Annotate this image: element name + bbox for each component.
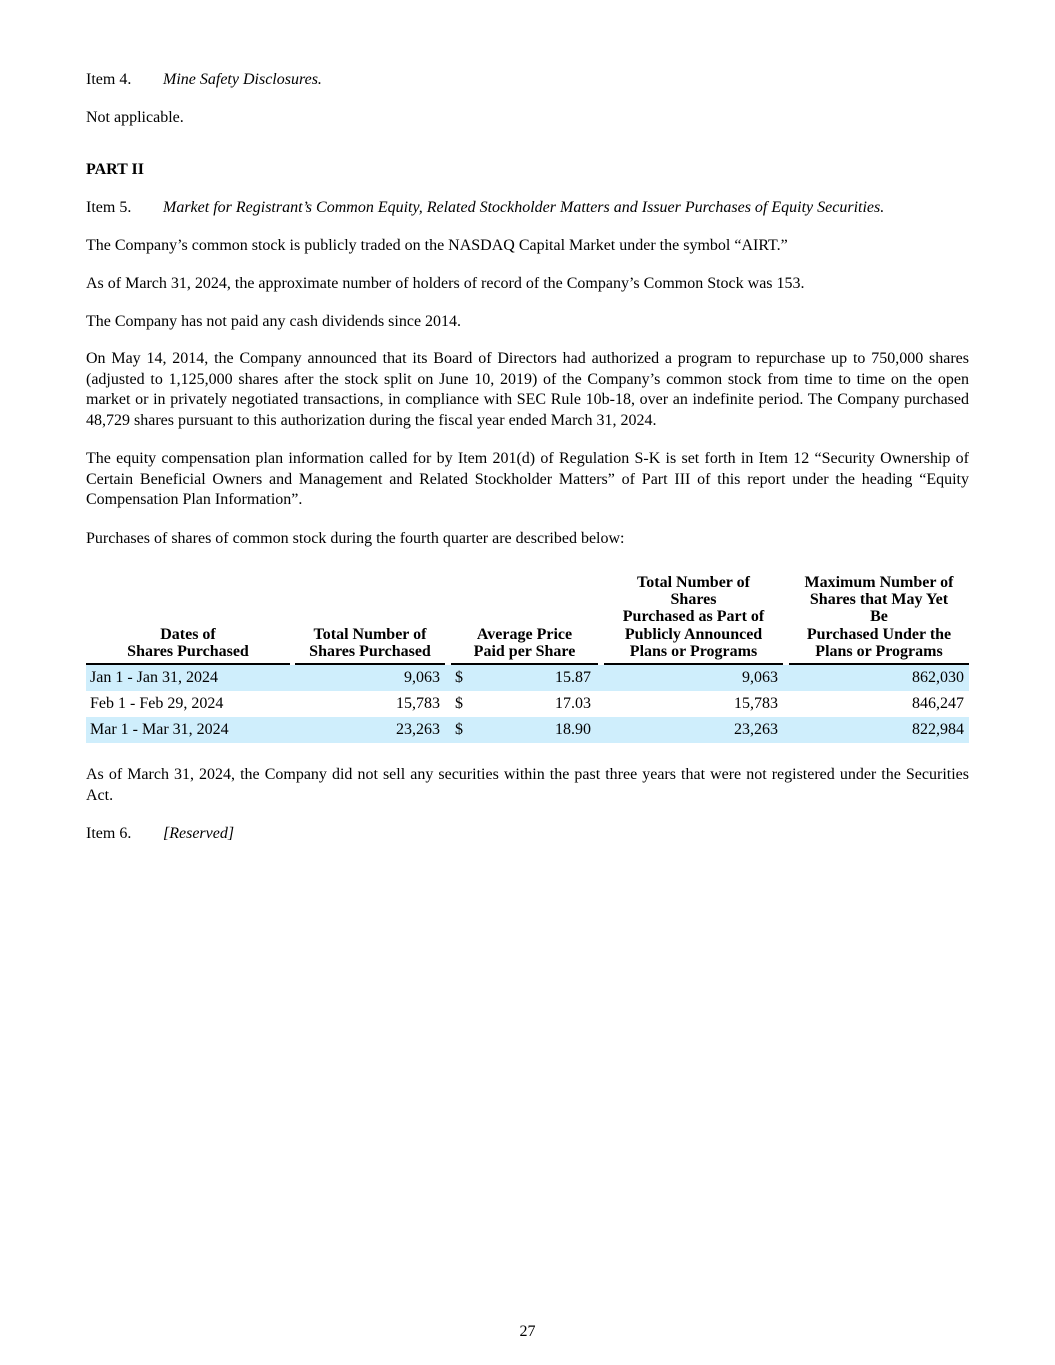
cell-maximum: 862,030 [912,669,964,686]
header-text: Total Number of Shares Purchased as Part of Publicly Announced Plans or Programs [622,573,765,660]
item4-heading [86,70,322,90]
cell-currency: $ [455,695,463,712]
item6-label: Item 6. [86,825,132,842]
item5-label: Item 5. [86,199,132,216]
item5-paragraph-3: The Company has not paid any cash dividends since 2014. [86,313,462,330]
cell-currency: $ [455,721,463,738]
cell-maximum: 846,247 [912,695,964,712]
item5-paragraph-5: The equity compensation plan information called for by Item 201(d) of Regulation S-K is set forth in Item 12 “Security Ownership of Certain Beneficial Owners and Management and Related Stockholder Matters” of Part III of this report under the heading “Equity Compensation Plan Information”. [86,450,969,508]
part-heading: PART II [86,161,144,178]
cell-total: 23,263 [396,721,440,738]
cell-dates: Feb 1 - Feb 29, 2024 [90,695,224,712]
item4-body: Not applicable. [86,109,184,126]
after-table-paragraph: As of March 31, 2024, the Company did not sell any securities within the past three years that were not registered under the Securities Act. [86,766,969,804]
item6-heading [86,824,234,844]
column-header-dates [86,574,290,662]
column-header-maximum [789,574,969,662]
cell-dates: Mar 1 - Mar 31, 2024 [90,721,229,738]
item5-paragraph-1: The Company’s common stock is publicly traded on the NASDAQ Capital Market under the symbol “AIRT.” [86,237,788,254]
item5-paragraph-6: Purchases of shares of common stock during the fourth quarter are described below: [86,530,625,547]
column-header-price [451,574,598,662]
item6-title: [Reserved] [163,825,235,842]
header-text: Maximum Number of Shares that May Yet Be Purchased Under the Plans or Programs [804,573,954,660]
cell-announced: 23,263 [734,721,778,738]
header-text: Total Number of Shares Purchased [309,625,431,660]
item5-paragraph-4: On May 14, 2014, the Company announced that its Board of Directors had authorized a program to repurchase up to 750,000 shares (adjusted to 1,125,000 shares after the stock split on June 10, 2019) of the Company’s common stock from time to time on the open market or in privately negotiated transactions, in compliance with SEC Rule 10b-18, over an indefinite period. The Company purchased 48,729 shares pursuant to this authorization during the fiscal year ended March 31, 2024. [86,350,969,429]
page-number: 27 [519,1323,536,1340]
cell-currency: $ [455,669,463,686]
cell-price: 17.03 [555,695,591,712]
cell-dates: Jan 1 - Jan 31, 2024 [90,669,218,686]
header-text: Dates of Shares Purchased [127,625,249,660]
item5-paragraph-2: As of March 31, 2024, the approximate number of holders of record of the Company’s Common Stock was 153. [86,275,805,292]
item4-title: Mine Safety Disclosures. [163,71,322,88]
item4-label: Item 4. [86,71,132,88]
column-header-total [295,574,445,662]
cell-total: 9,063 [404,669,440,686]
item5-title: Market for Registrant’s Common Equity, Related Stockholder Matters and Issuer Purchases of Equity Securities. [163,199,885,216]
header-text: Average Price Paid per Share [473,625,576,660]
table-row [86,691,969,717]
cell-price: 15.87 [555,669,591,686]
cell-total: 15,783 [396,695,440,712]
cell-maximum: 822,984 [912,721,964,738]
column-header-announced [604,574,783,662]
cell-announced: 9,063 [742,669,778,686]
table-row [86,665,969,691]
table-row [86,717,969,743]
cell-announced: 15,783 [734,695,778,712]
cell-price: 18.90 [555,721,591,738]
item5-heading [86,198,884,218]
